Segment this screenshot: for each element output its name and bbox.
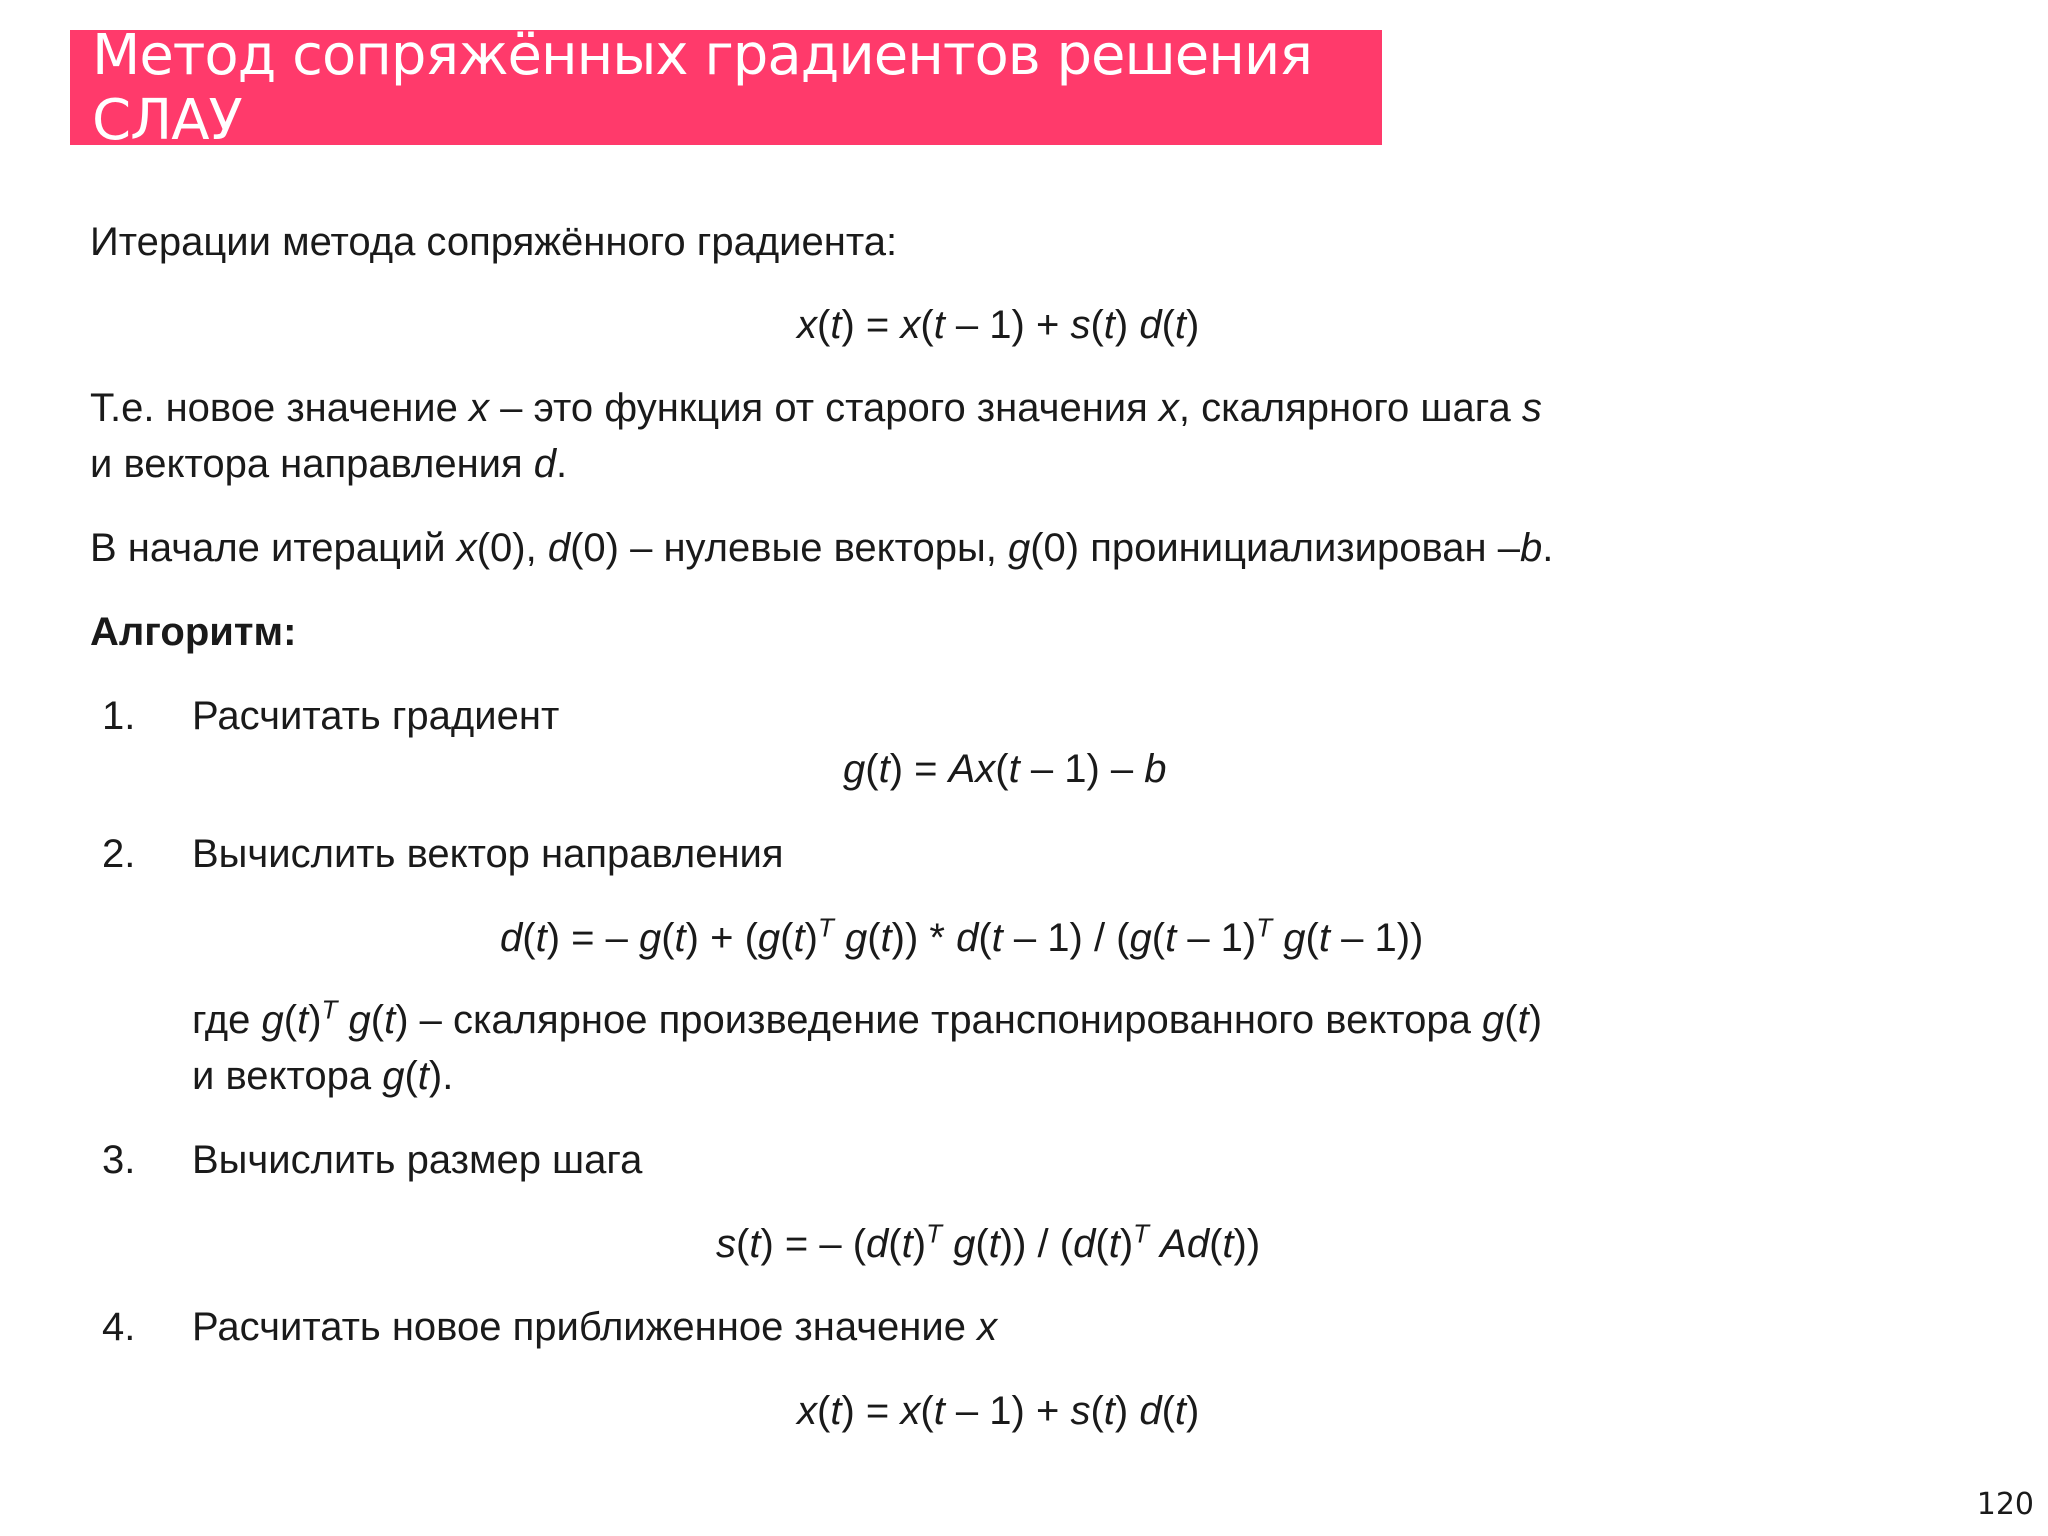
slide-title: [70, 22, 1382, 153]
step-size-formula: s(t) = – ($d(t)^T$ $g(t)) / (d(t)^T$ Ad(t)): [716, 1218, 1261, 1266]
explanation-line-1: Т.е. новое значение x – это функция от старого значения x, скалярного шага s: [90, 386, 1542, 430]
step-text: Расчитать новое приближенное значение x: [192, 1305, 998, 1349]
step-number: 4.: [102, 1305, 136, 1349]
step-text: Вычислить вектор направления: [192, 832, 784, 876]
direction-formula: d(t) = – $g(t) + (g(t)^T$ g(t)) * d(t – 1) / (g(t – 1)$^T$ g(t – 1)): [500, 912, 1424, 960]
update-formula: x(t) = x(t – 1) + s(t) d(t): [797, 1389, 1200, 1433]
gradient-formula: g(t) = Ax(t – 1) – b: [843, 747, 1167, 791]
step-text: Расчитать градиент: [192, 694, 560, 738]
step-number: 2.: [102, 832, 136, 876]
page-number: 120: [1976, 1487, 2034, 1522]
algorithm-heading: Алгоритм:: [90, 610, 297, 654]
step-number: 3.: [102, 1138, 136, 1182]
intro-text: Итерации метода сопряжённого градиента:: [90, 220, 898, 264]
init-text: В начале итераций x(0), d(0) – нулевые векторы, g(0) проинициализирован –b.: [90, 526, 1554, 570]
explanation-line-2: и вектора направления d.: [90, 442, 568, 486]
direction-note-line-2: и вектора g(t).: [192, 1054, 454, 1098]
main-formula: x(t) = x(t – 1) + s(t) d(t): [797, 303, 1200, 347]
title-text: Метод сопряжённых градиентов решения СЛАУ: [92, 22, 1312, 153]
direction-note-line-1: где $g(t)^T$ g(t) – скалярное произведение транспонированного вектора g(t): [192, 994, 1543, 1042]
step-number: 1.: [102, 694, 136, 738]
step-text: Вычислить размер шага: [192, 1138, 643, 1182]
